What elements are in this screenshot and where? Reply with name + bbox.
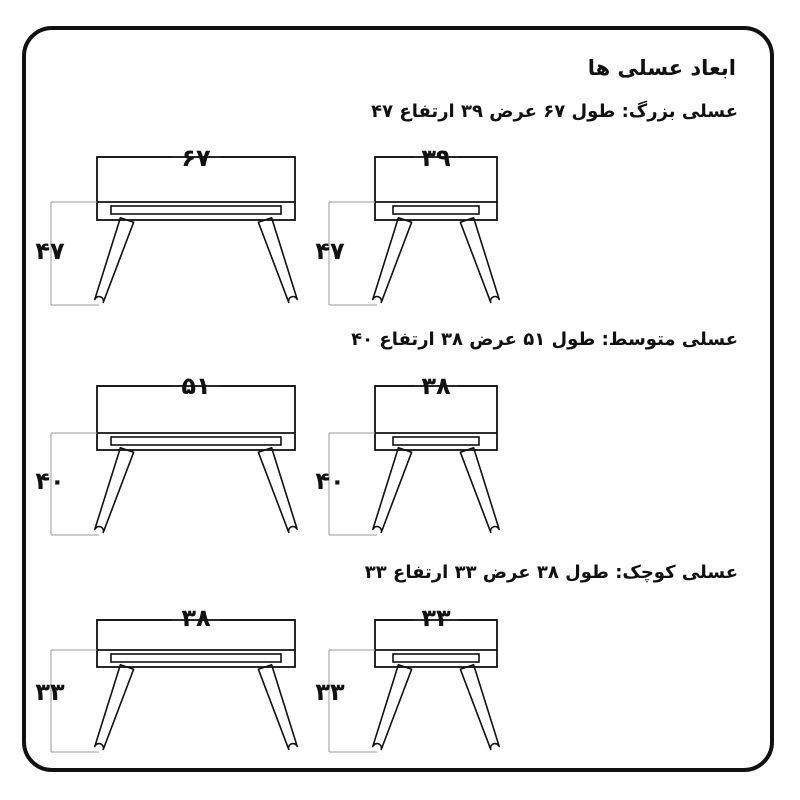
- large-front-length-label: ۶۷: [181, 144, 211, 172]
- large-side-height-label: ۴۷: [315, 237, 345, 265]
- medium-side-right-leg: [460, 448, 499, 533]
- large-front-right-leg: [258, 218, 297, 303]
- small-side-width-label: ۳۳: [421, 604, 451, 632]
- large-side-right-leg: [460, 218, 499, 303]
- medium-side-height-label: ۴۰: [315, 467, 345, 495]
- large-front-left-leg: [95, 218, 134, 303]
- small-front-height-label: ۳۳: [35, 678, 65, 706]
- small-side-drawer-slot: [393, 654, 479, 662]
- small-side-left-leg: [373, 665, 412, 750]
- small-side-height-label: ۳۳: [315, 678, 345, 706]
- medium-side-left-leg: [373, 448, 412, 533]
- medium-front-length-label: ۵۱: [181, 372, 211, 400]
- small-side-right-leg: [460, 665, 499, 750]
- large-side-width-label: ۳۹: [421, 144, 451, 172]
- large-table-heading: عسلی بزرگ: طول ۶۷ عرض ۳۹ ارتفاع ۴۷: [371, 101, 738, 122]
- diagram-title: ابعاد عسلی ها: [587, 56, 736, 80]
- large-front-height-label: ۴۷: [35, 237, 65, 265]
- small-table-heading: عسلی کوچک: طول ۳۸ عرض ۳۳ ارتفاع ۳۳: [364, 562, 738, 583]
- medium-table-heading: عسلی متوسط: طول ۵۱ عرض ۳۸ ارتفاع ۴۰: [351, 329, 738, 350]
- medium-side-drawer-slot: [393, 437, 479, 445]
- medium-front-height-label: ۴۰: [35, 467, 65, 495]
- large-front-drawer-slot: [111, 206, 281, 214]
- small-front-length-label: ۳۸: [181, 604, 211, 632]
- medium-front-right-leg: [258, 448, 297, 533]
- small-front-drawer-slot: [111, 654, 281, 662]
- small-front-right-leg: [258, 665, 297, 750]
- small-front-left-leg: [95, 665, 134, 750]
- large-side-left-leg: [373, 218, 412, 303]
- medium-front-left-leg: [95, 448, 134, 533]
- medium-side-width-label: ۳۸: [421, 372, 451, 400]
- large-side-drawer-slot: [393, 206, 479, 214]
- medium-front-drawer-slot: [111, 437, 281, 445]
